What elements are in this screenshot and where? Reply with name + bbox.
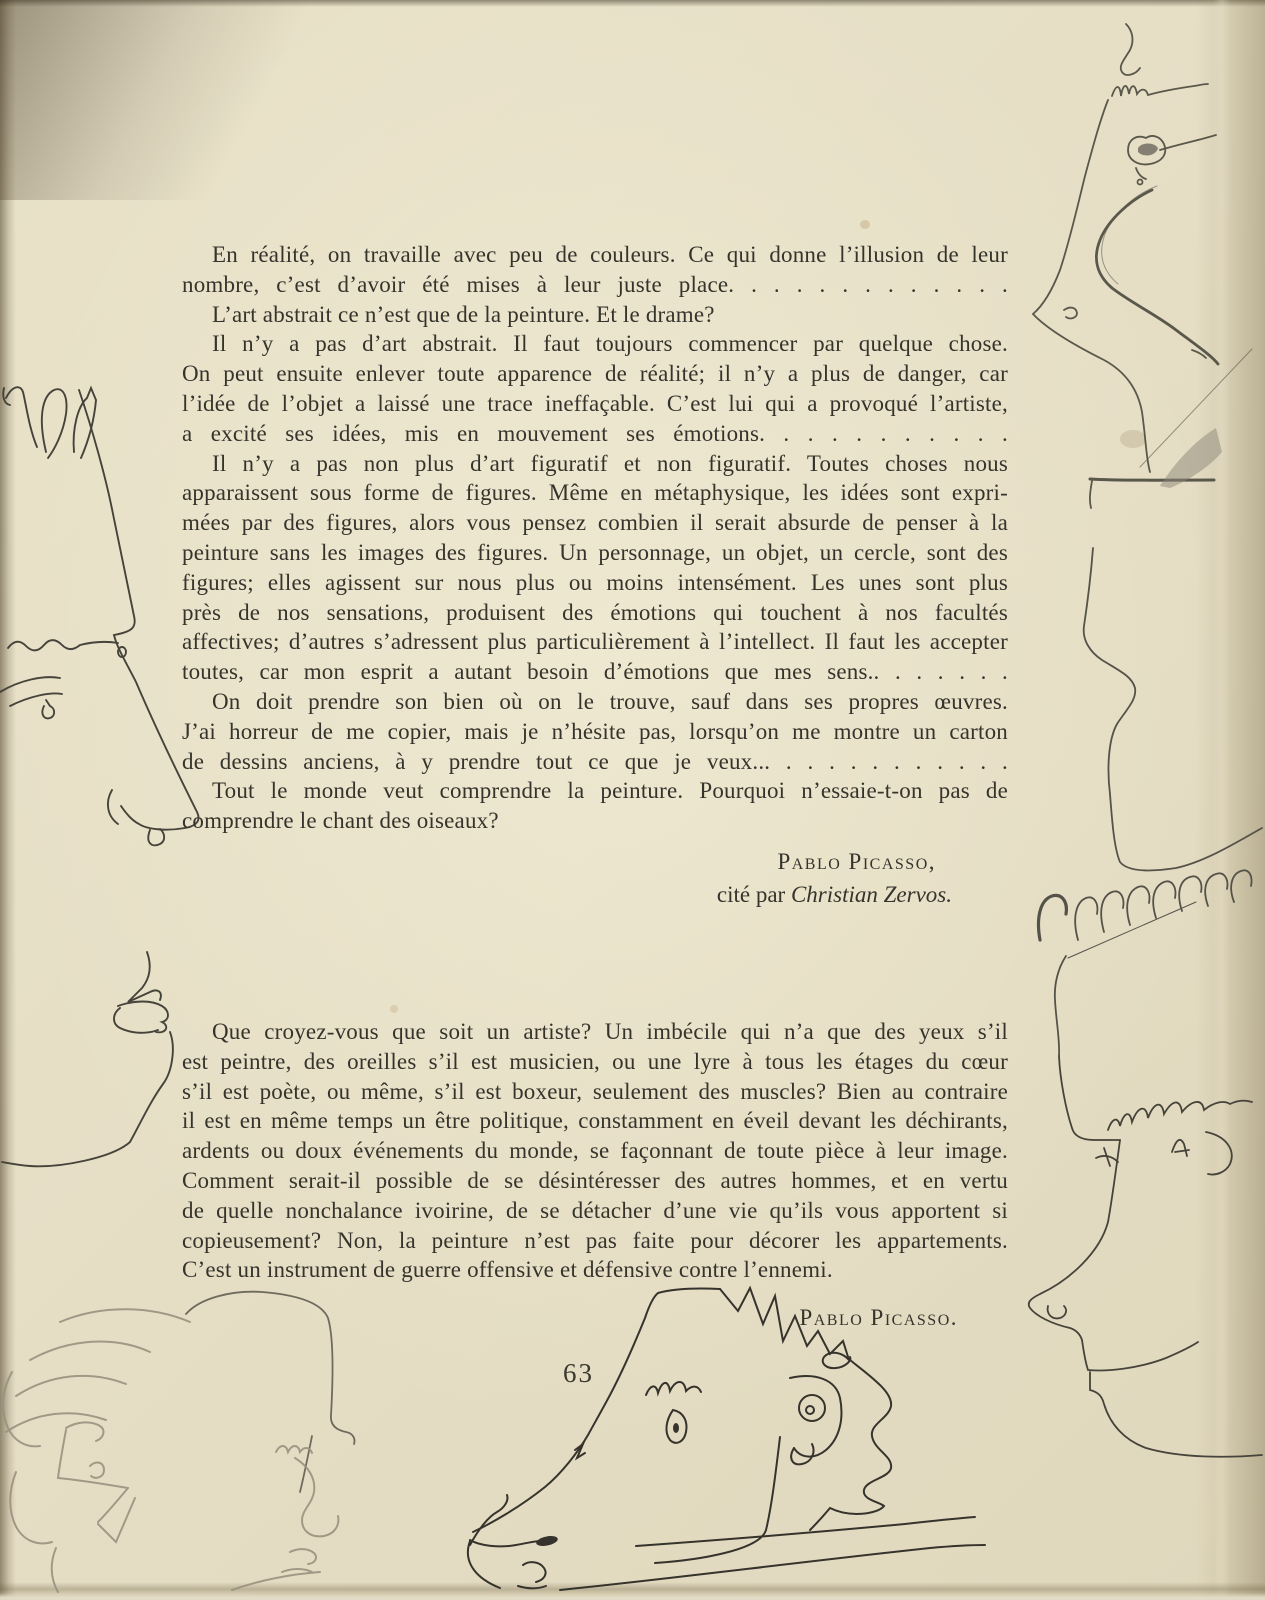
text-line: figures; elles agissent sur nous plus ou moins intensément. Les unes sont plus	[182, 569, 1008, 595]
attribution-1-cite	[182, 880, 1008, 910]
left-profile-sketch	[0, 387, 199, 1166]
text-line: J’ai horreur de me copier, mais je n’hésite pas, lorsqu’on me montre un carton	[182, 718, 1008, 744]
text-line: On doit prendre son bien où on le trouve, sauf dans ses propres œuvres.	[212, 688, 1008, 714]
bottom-center-profile-sketch	[468, 1288, 985, 1590]
bottom-left-pencil-sketch	[3, 1309, 338, 1592]
page-bottom-edge	[0, 1582, 1265, 1600]
page-right-edge	[1195, 0, 1265, 1600]
author-name: Pablo Picasso.	[799, 1305, 958, 1330]
text-line: peinture sans les images des figures. Un personnage, un objet, un cercle, sont des	[182, 539, 1008, 565]
attribution-1-name	[182, 847, 1008, 877]
text-line: Comment serait-il possible de se désintéresser des autres hommes, et en vertu	[182, 1167, 1008, 1193]
quote-block-2	[182, 1017, 1008, 1285]
text-line: On peut ensuite enlever toute apparence de réalité; il n’y a plus de danger, car	[182, 361, 1008, 387]
page-corner-shadow	[0, 0, 420, 200]
text-line: Il n’y a pas d’art abstrait. Il faut toujours commencer par quelque chose.	[212, 331, 1008, 357]
text-line: Il n’y a pas non plus d’art figuratif et non figuratif. Toutes choses nous	[212, 450, 1008, 476]
text-line: l’idée de l’objet a laissé une trace ineffaçable. C’est lui qui a provoqué l’artiste,	[182, 390, 1008, 416]
text-line: de dessins anciens, à y prendre tout ce que je veux... . . . . . . . . . . .	[182, 748, 1008, 774]
text-line: il est en même temps un être politique, constamment en éveil devant les déchirants,	[182, 1108, 1008, 1134]
text-line: est peintre, des oreilles s’il est musicien, ou une lyre à tous les étages du cœur	[182, 1048, 1008, 1074]
foxing-stain	[390, 1005, 398, 1013]
foxing-stain	[860, 220, 870, 229]
text-line: Tout le monde veut comprendre la peinture. Pourquoi n’essaie-t-on pas de	[212, 778, 1008, 804]
text-line: copieusement? Non, la peinture n’est pas faite pour décorer les appartements.	[182, 1227, 1008, 1253]
text-line: ardents ou doux événements du monde, se façonnant de toute pièce à leur image.	[182, 1138, 1008, 1164]
foxing-stain	[1120, 430, 1146, 448]
text-line: En réalité, on travaille avec peu de couleurs. Ce qui donne l’illusion de leur	[212, 242, 1008, 267]
cited-by-name: Christian Zervos.	[790, 882, 952, 907]
text-line: L’art abstrait ce n’est que de la peinture. Et le drame?	[212, 301, 715, 327]
text-line: mées par des figures, alors vous pensez combien il serait absurde de penser à la	[182, 510, 1008, 536]
attribution-2-name	[182, 1303, 1008, 1333]
page-number: 63	[563, 1358, 594, 1388]
text-line: C’est un instrument de guerre offensive et défensive contre l’ennemi.	[182, 1257, 833, 1283]
page-top-edge	[0, 0, 1265, 7]
text-line: Que croyez-vous que soit un artiste? Un imbécile qui n’a que des yeux s’il	[212, 1019, 1008, 1044]
quote-block-1	[182, 240, 1008, 836]
text-line: de quelle nonchalance ivoirine, de se détacher d’une vie qu’ils vous apportent si	[182, 1197, 1008, 1223]
text-line: toutes, car mon esprit a autant besoin d’émotions que mes sens.. . . . . . .	[182, 659, 1008, 685]
page-left-edge	[0, 0, 16, 1600]
text-line: s’il est poète, ou même, s’il est boxeur, seulement des muscles? Bien au contraire	[182, 1078, 1008, 1104]
text-line: a excité ses idées, mis en mouvement ses émotions. . . . . . . . . . .	[182, 420, 1008, 446]
author-name: Pablo Picasso,	[777, 849, 936, 874]
text-line: affectives; d’autres s’adressent plus particulièrement à l’intellect. Il faut les accepter	[182, 629, 1008, 655]
text-line: nombre, c’est d’avoir été mises à leur juste place. . . . . . . . . . . . .	[182, 271, 1008, 297]
cite-prefix: cité par	[716, 882, 791, 907]
text-line: comprendre le chant des oiseaux?	[182, 808, 499, 834]
text-line: apparaissent sous forme de figures. Même en métaphysique, les idées sont expri-	[182, 480, 1008, 506]
text-line: près de nos sensations, produisent des émotions qui touchent à nos facultés	[182, 599, 1008, 625]
